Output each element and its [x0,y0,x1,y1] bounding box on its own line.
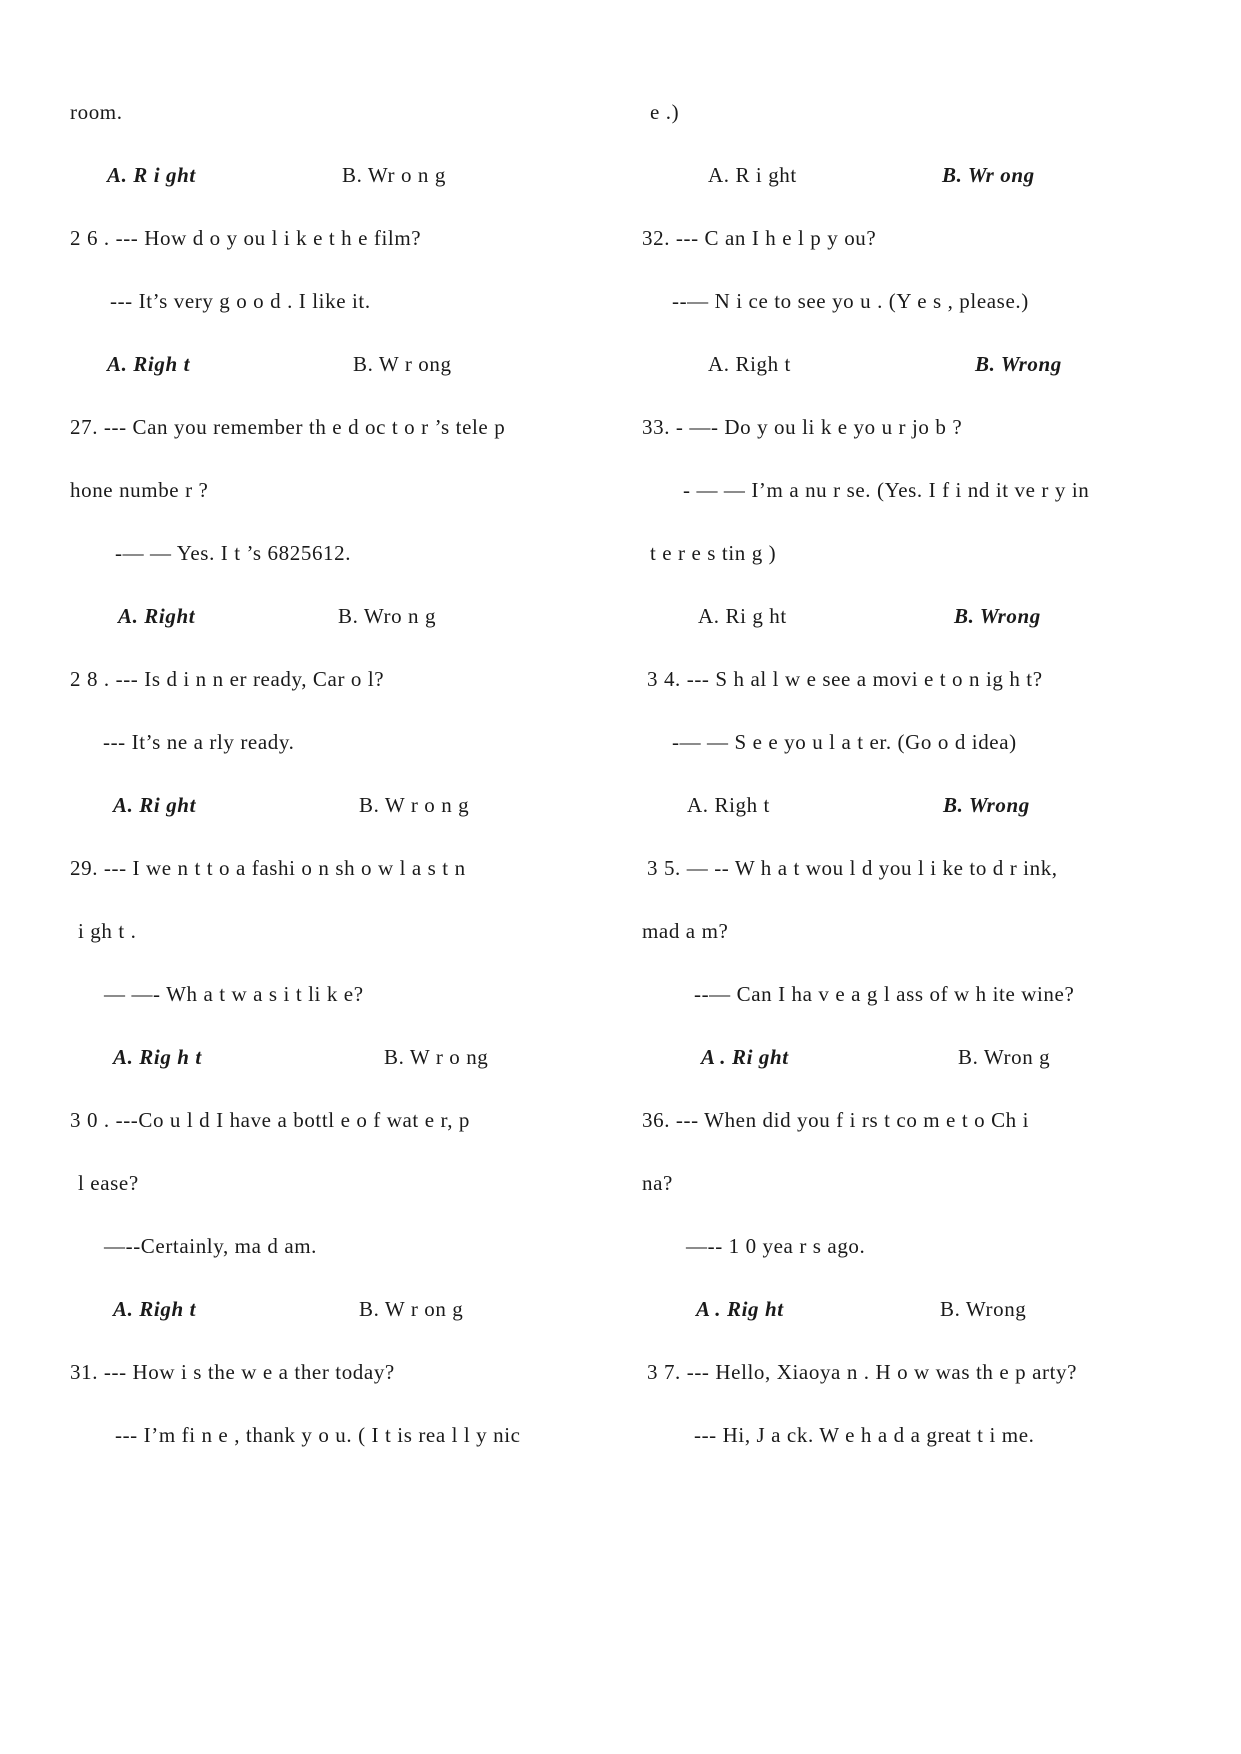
answer-option-a: A. R i ght [708,163,797,187]
question-27: 27. --- Can you remember th e d oc t o r ’s tele p [70,415,506,439]
question-28: 2 8 . --- Is d i n n er ready, Car o l? [70,667,385,691]
response-line: -— — Yes. I t ’s 6825612. [115,541,352,565]
question-29: 29. --- I we n t t o a fashi o n sh o w l a s t n [70,856,466,880]
question-37: 3 7. --- Hello, Xiaoya n . H o w was th e p arty? [647,1360,1078,1384]
response-line: --- It’s very g o o d . I like it. [110,289,371,313]
question-35: 3 5. — -- W h a t wou l d you l i ke to d r ink, [647,856,1058,880]
response-line: —--Certainly, ma d am. [104,1234,318,1258]
question-36: 36. --- When did you f i rs t co m e t o Ch i [642,1108,1030,1132]
text-line: t e r e s tin g ) [650,541,777,565]
response-line: --- Hi, J a ck. W e h a d a great t i me. [694,1423,1035,1447]
answer-option-b: B. Wro n g [338,604,437,628]
answer-option-b: B. Wr ong [942,163,1035,187]
question-31: 31. --- How i s the w e a ther today? [70,1360,395,1384]
text-line: na? [642,1171,673,1195]
question-33: 33. - —- Do y ou li k e yo u r jo b ? [642,415,963,439]
answer-option-a: A. Righ t [687,793,770,817]
answer-option-a: A. Righ t [107,352,191,376]
answer-option-a: A. Rig h t [113,1045,202,1069]
answer-option-b: B. W r o ng [384,1045,489,1069]
question-32: 32. --- C an I h e l p y ou? [642,226,877,250]
response-line: - — — I’m a nu r se. (Yes. I f i nd it ve r y in [683,478,1090,502]
text-line: room. [70,100,123,124]
text-line: l ease? [78,1171,139,1195]
response-line: -— — S e e yo u l a t er. (Go o d idea) [672,730,1017,754]
answer-option-a: A . Ri ght [701,1045,789,1069]
text-line: i gh t . [78,919,137,943]
answer-option-a: A. Righ t [113,1297,197,1321]
response-line: --— N i ce to see yo u . (Y e s , please.) [672,289,1029,313]
answer-option-a: A. Ri ght [113,793,197,817]
response-line: --— Can I ha v e a g l ass of w h ite wine? [694,982,1075,1006]
answer-option-a: A. Right [118,604,196,628]
question-26: 2 6 . --- How d o y ou l i k e t h e film? [70,226,422,250]
text-line: mad a m? [642,919,729,943]
question-34: 3 4. --- S h al l w e see a movi e t o n ig h t? [647,667,1043,691]
answer-option-b: B. Wron g [958,1045,1051,1069]
response-line: — —- Wh a t w a s i t li k e? [104,982,364,1006]
answer-option-a: A. R i ght [107,163,196,187]
answer-option-b: B. Wrong [940,1297,1027,1321]
response-line: —-- 1 0 yea r s ago. [686,1234,866,1258]
answer-option-b: B. Wrong [975,352,1062,376]
response-line: --- It’s ne a rly ready. [103,730,295,754]
answer-option-b: B. Wr o n g [342,163,446,187]
answer-option-b: B. W r on g [359,1297,464,1321]
question-30: 3 0 . ---Co u l d I have a bottl e o f wat e r, p [70,1108,471,1132]
answer-option-b: B. W r ong [353,352,452,376]
text-line: hone numbe r ? [70,478,209,502]
text-line: e .) [650,100,680,124]
answer-option-a: A . Rig ht [696,1297,784,1321]
answer-option-a: A. Ri g ht [698,604,787,628]
answer-option-b: B. Wrong [943,793,1030,817]
answer-option-b: B. Wrong [954,604,1041,628]
answer-option-a: A. Righ t [708,352,791,376]
response-line: --- I’m fi n e , thank y o u. ( I t is rea l l y nic [115,1423,521,1447]
answer-option-b: B. W r o n g [359,793,470,817]
